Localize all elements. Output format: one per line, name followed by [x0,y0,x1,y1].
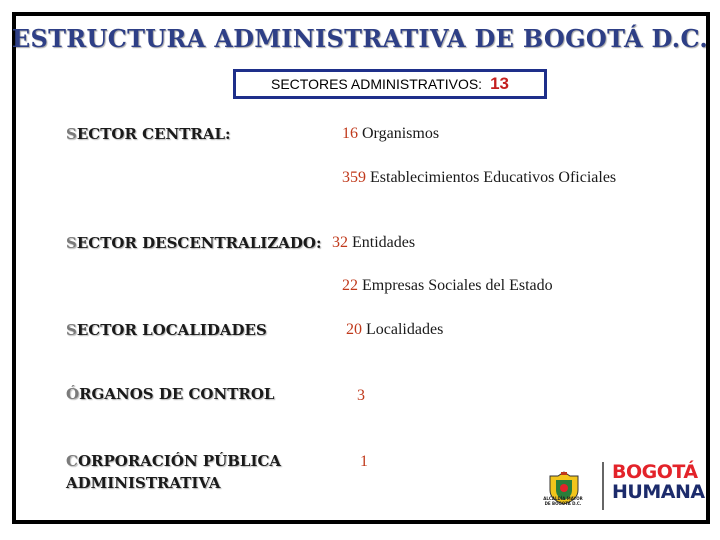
bogota-coat-of-arms-icon [544,460,584,516]
logos-area [540,460,705,516]
descentralizado-entidades [332,234,415,252]
corporacion-publica-label [66,452,281,470]
sectors-label: SECTORES ADMINISTRATIVOS: [271,76,483,92]
label-initial: S [66,125,77,143]
item-text: Empresas Sociales del Estado [358,277,553,294]
corporacion-publica-value: 1 [360,453,368,470]
logo-divider [602,462,604,510]
label-initial: C [66,452,78,470]
label-rest: RGANOS DE CONTROL [79,385,275,403]
label-rest: ORPORACIÓN PÚBLICA [77,452,282,470]
item-number: 22 [342,277,358,294]
sectors-summary-box [233,69,547,99]
bogota-wordmark: BOGOTÁ [612,461,698,483]
descentralizado-empresas [342,277,553,295]
item-number: 359 [342,169,366,186]
sector-central-label [66,125,231,143]
sector-localidades-label [66,321,267,339]
bogota-humana-logo [612,462,705,502]
alcaldia-text: ALCALDÍA MAYOR DE BOGOTÁ D.C. [543,496,583,506]
label-rest: ECTOR DESCENTRALIZADO: [76,234,322,252]
label-initial: S [66,321,77,339]
page-title: ESTRUCTURA ADMINISTRATIVA DE BOGOTÁ D.C. [11,24,709,53]
organos-control-label [66,385,274,403]
item-number: 32 [332,234,348,251]
central-establecimientos [342,169,616,187]
localidades-count [346,321,443,339]
humana-wordmark: HUMANA [612,481,705,503]
sector-descentralizado-label [66,234,322,252]
item-text: Organismos [358,125,440,142]
corporacion-publica-label-line2: ADMINISTRATIVA [66,474,221,492]
central-organismos [342,125,439,143]
item-number: 16 [342,125,358,142]
label-rest: ECTOR CENTRAL: [76,125,231,143]
label-initial: Ó [66,385,80,403]
item-text: Establecimientos Educativos Oficiales [366,169,617,186]
label-initial: S [66,234,77,252]
item-text: Localidades [362,321,444,338]
label-rest: ECTOR LOCALIDADES [76,321,267,339]
item-number: 20 [346,321,362,338]
item-text: Entidades [348,234,416,251]
sectors-count: 13 [490,74,509,93]
organos-control-value: 3 [357,387,365,404]
